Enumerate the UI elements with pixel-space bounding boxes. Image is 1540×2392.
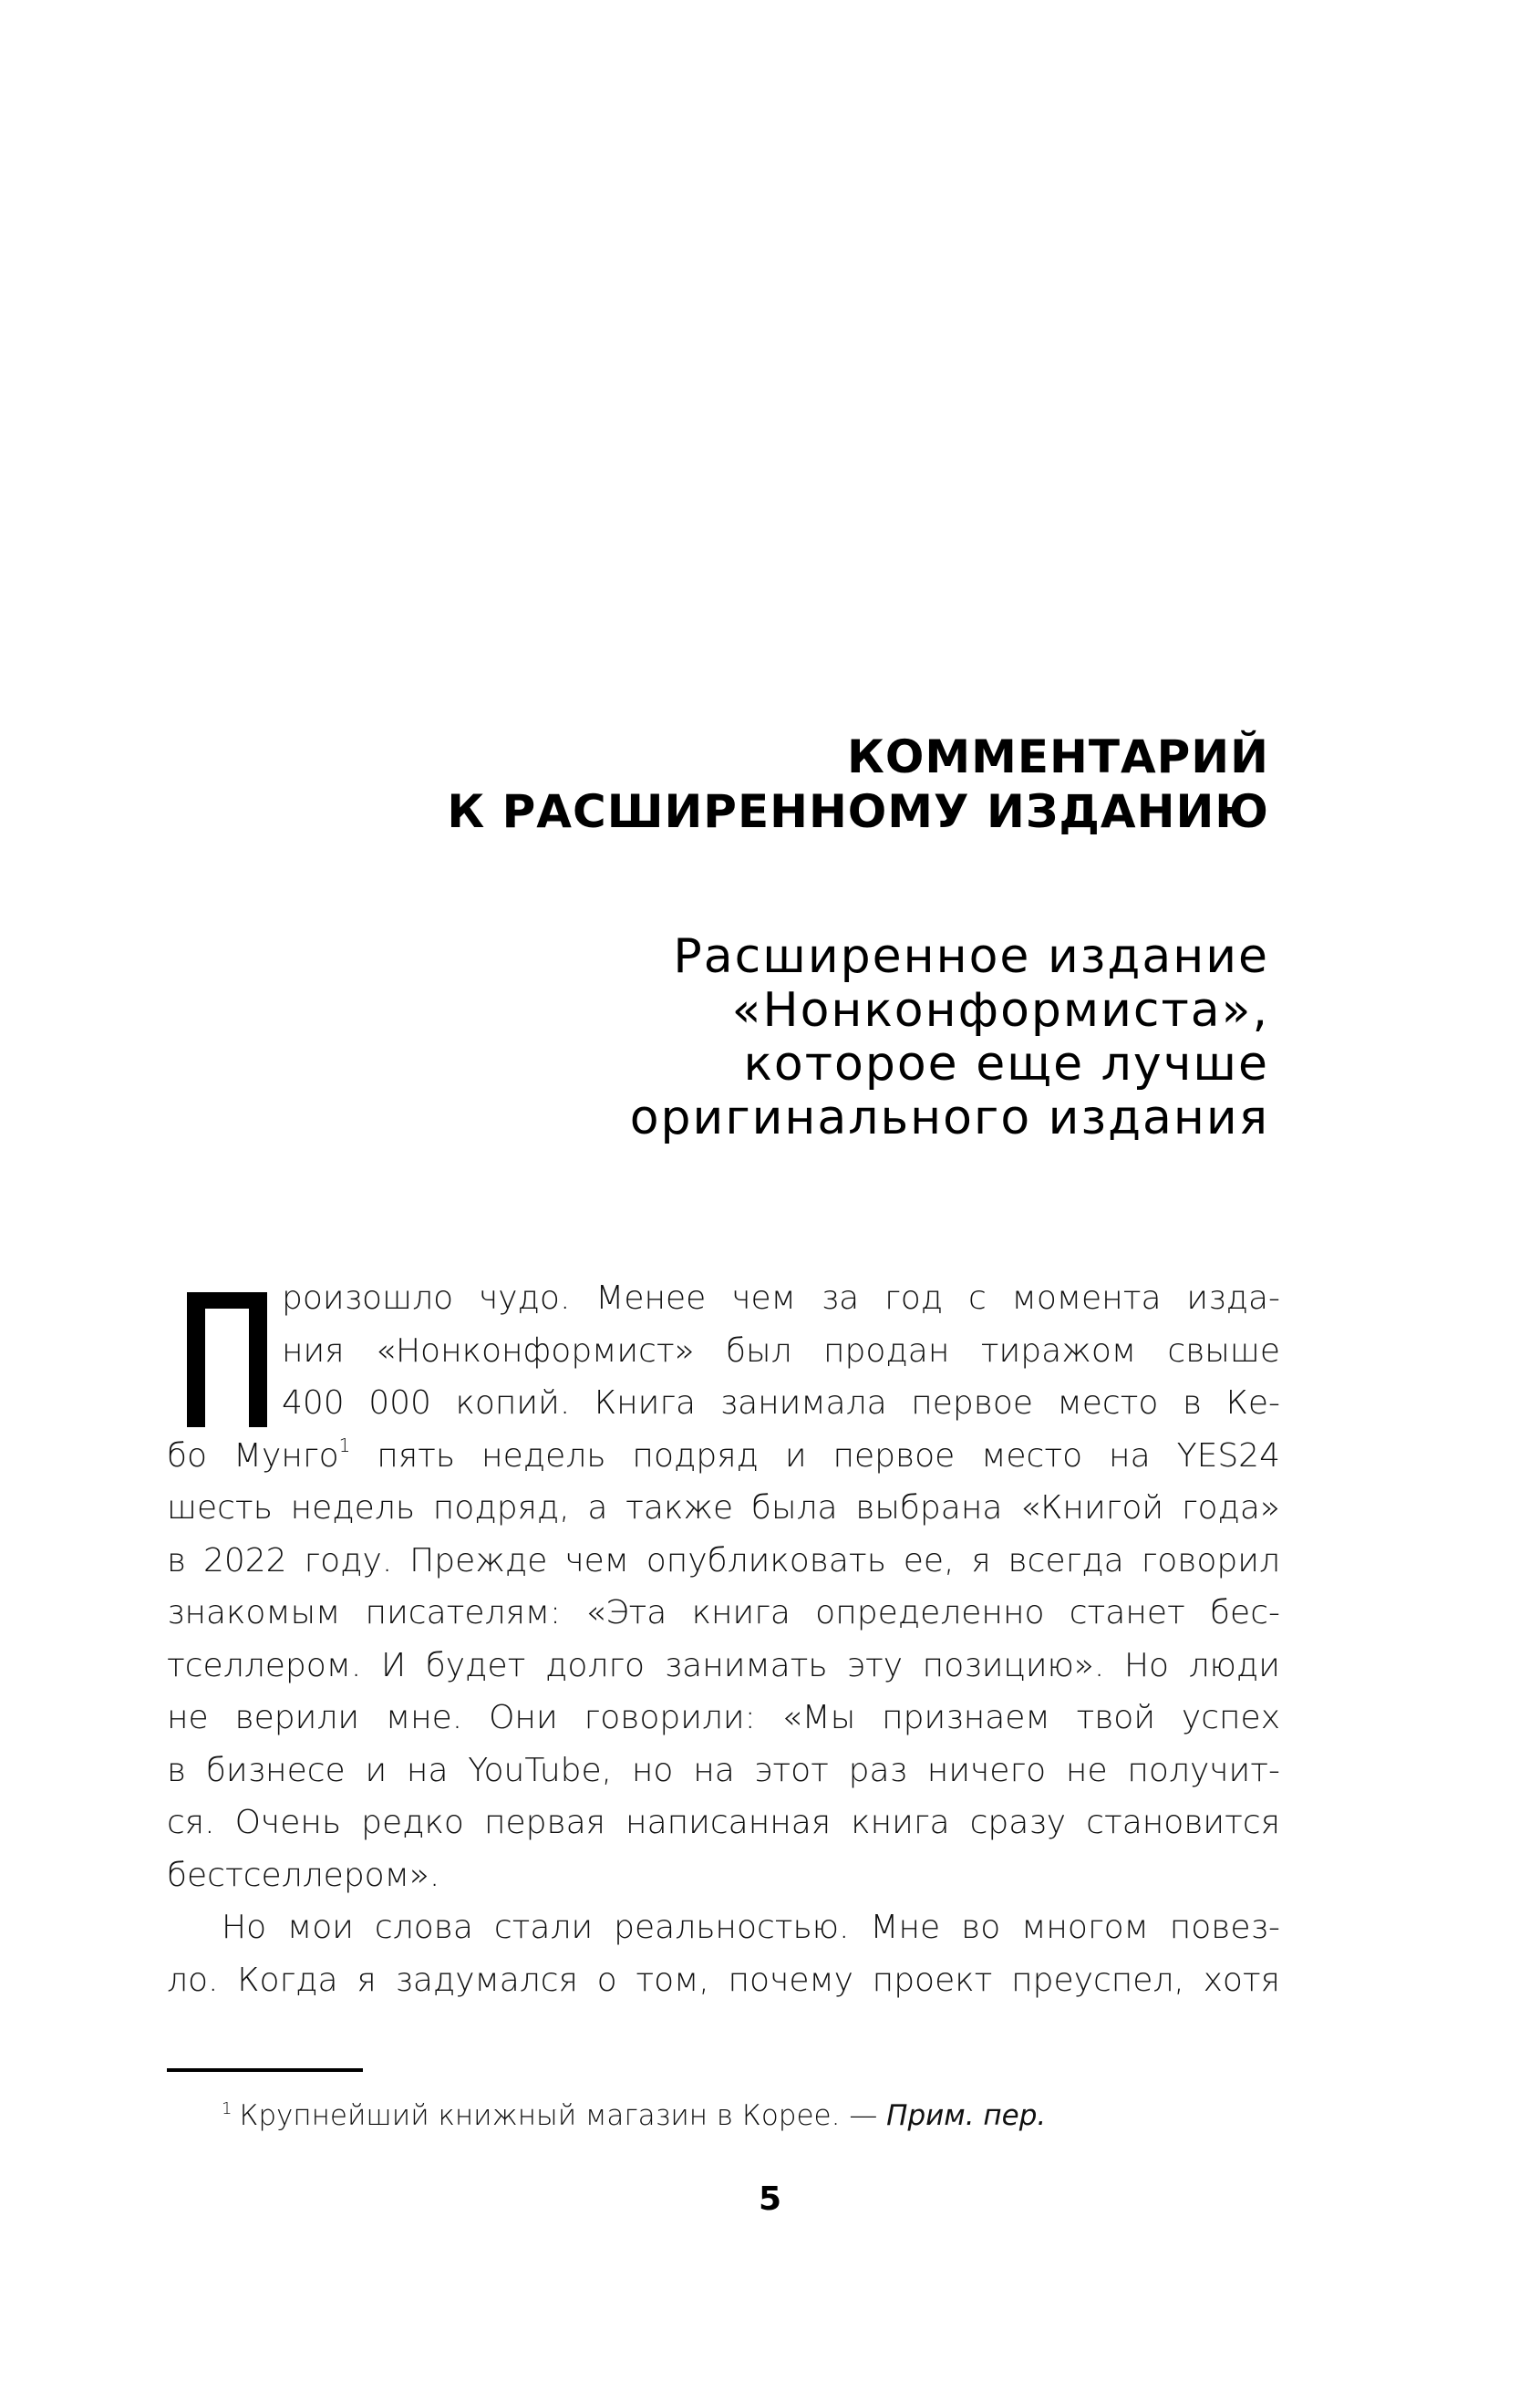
subtitle-line-1: Расширенное издание [673, 929, 1269, 984]
chapter-subtitle [274, 930, 1269, 1145]
body-text-fragment: бо Мунго [167, 1436, 339, 1475]
page-number: 5 [758, 2180, 782, 2218]
footnote-reference[interactable]: 1 [338, 1434, 351, 1456]
footnote [222, 2097, 1046, 2134]
body-line: знакомым писателям: «Эта книга определенно станет бес- [167, 1594, 1280, 1631]
subtitle-line-3: которое еще лучше [743, 1037, 1269, 1092]
body-line: шесть недель подряд, а также была выбрана «Книгой года» [167, 1489, 1280, 1527]
body-line: в 2022 году. Прежде чем опубликовать ее, я всегда говорил [167, 1541, 1280, 1579]
body-line: 400 000 копий. Книга занимала первое место в Ке- [282, 1384, 1280, 1422]
drop-cap-letter [187, 1292, 188, 1293]
paragraph-1 [167, 1272, 1280, 1901]
body-text [167, 1272, 1280, 2006]
body-line: в бизнесе и на YouTube, но на этот раз ничего не получит- [167, 1751, 1280, 1789]
body-line: ния «Нонконформист» был продан тиражом свыше [282, 1331, 1280, 1370]
body-line: ся. Очень редко первая написанная книга сразу становится [167, 1804, 1280, 1841]
body-line-with-footnote [167, 1430, 1280, 1483]
body-line: ло. Когда я задумался о том, почему проект преуспел, хотя [167, 1961, 1280, 1999]
body-line: роизошло чудо. Менее чем за год с момента изда- [282, 1279, 1280, 1317]
subtitle-line-2: «Нонконформиста», [731, 983, 1269, 1038]
footnote-separator [167, 2068, 363, 2072]
drop-cap [187, 1292, 267, 1427]
chapter-heading [274, 730, 1269, 839]
footnote-translator-note: Прим. пер. [886, 2099, 1047, 2132]
chapter-heading-line-2: К РАСШИРЕННОМУ ИЗДАНИЮ [447, 785, 1269, 838]
body-line: не верили мне. Они говорили: «Мы признаем твой успех [167, 1699, 1280, 1736]
body-line: бестселлером». [167, 1856, 440, 1894]
footnote-marker: 1 [222, 2099, 233, 2118]
footnote-text: Крупнейший книжный магазин в Корее. — [239, 2099, 887, 2132]
subtitle-line-4: оригинального издания [629, 1091, 1269, 1145]
body-line: тселлером. И будет долго занимать эту позицию». Но люди [167, 1646, 1280, 1684]
body-line: Но мои слова стали реальностью. Мне во многом повез- [222, 1909, 1280, 1946]
chapter-heading-line-1: КОММЕНТАРИЙ [846, 730, 1269, 783]
paragraph-2 [167, 1901, 1280, 2006]
body-text-fragment: пять недель подряд и первое место на YES24 [350, 1436, 1280, 1475]
